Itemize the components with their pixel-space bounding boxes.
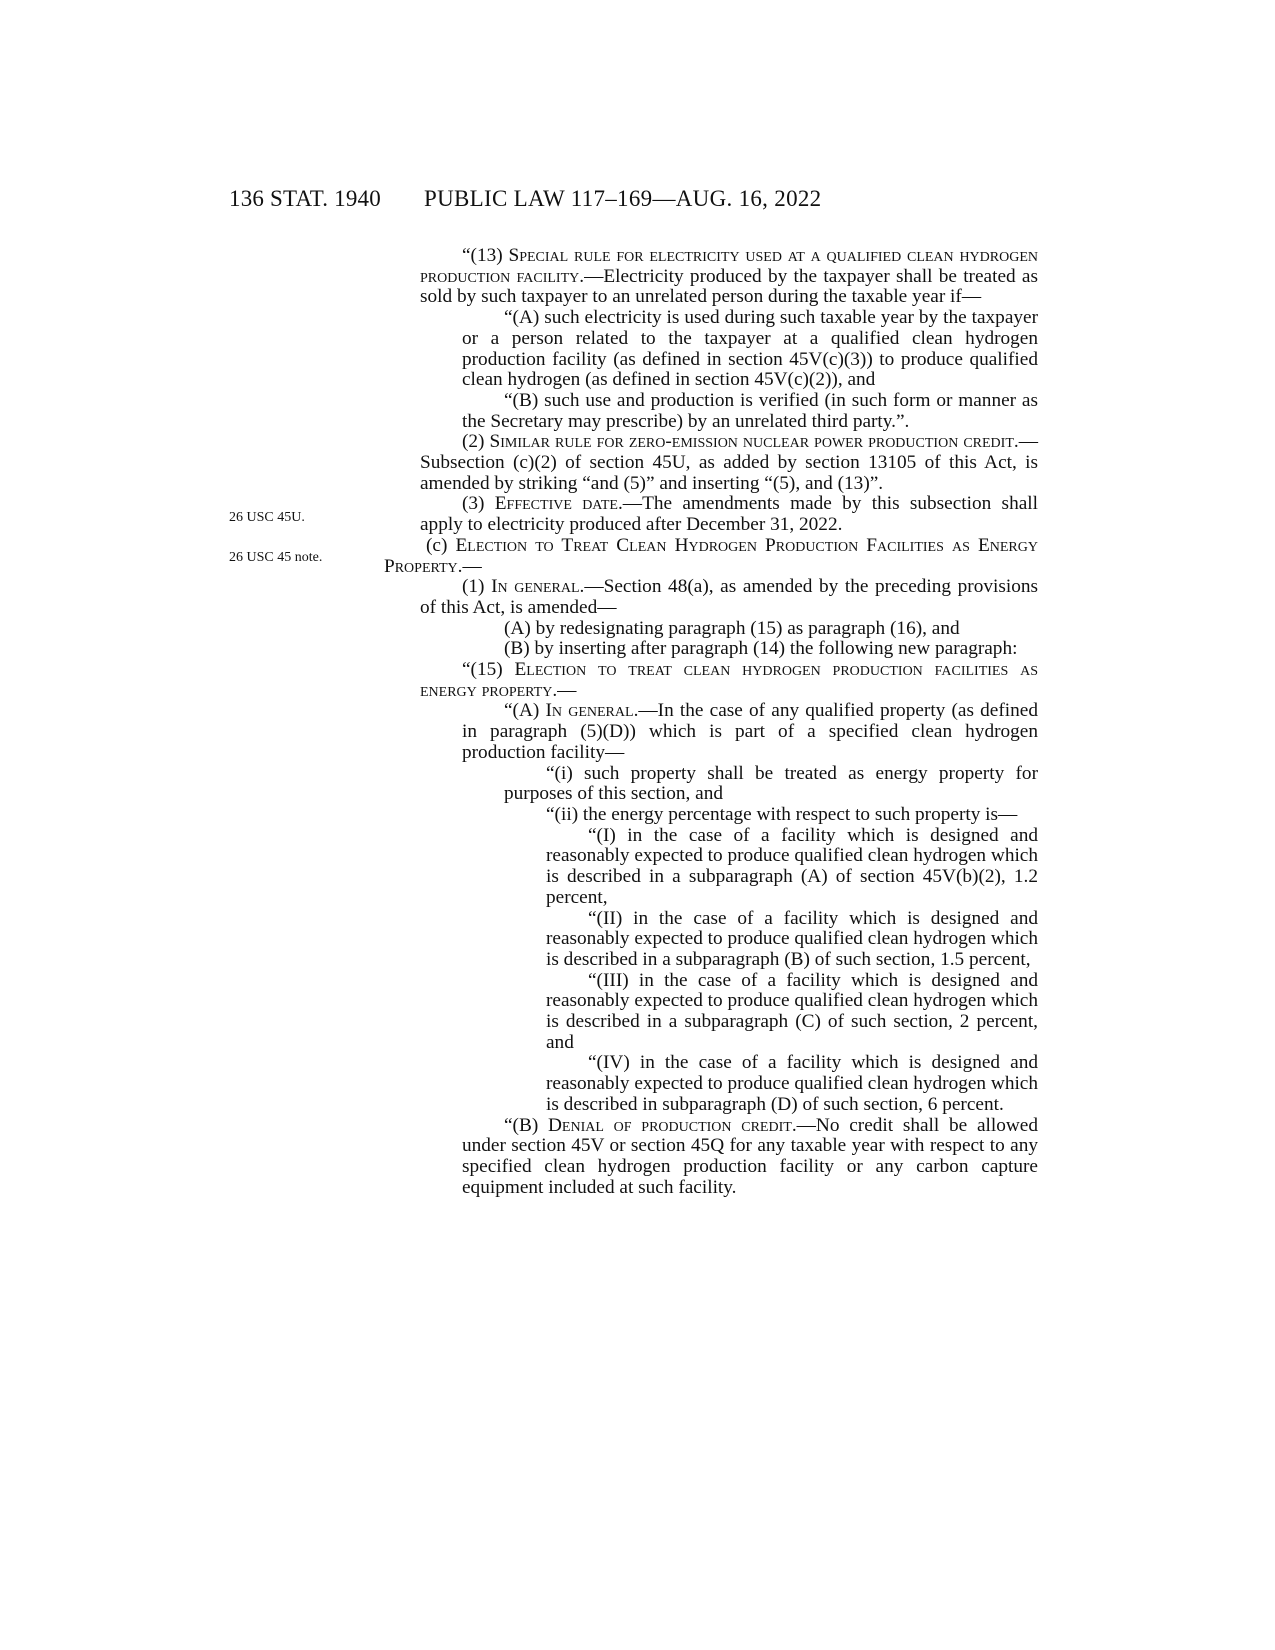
document-body (384, 245, 1039, 1198)
clause-ii: “(ii) the energy percentage with respect to such property is— (546, 803, 1018, 825)
paragraph-13: “(13) Special rule for electricity used at a qualified clean hydrogen production facility.—Electricity produced by the taxpayer shall be treated as sold by such taxpayer to an unrelated person during the taxable year if— (420, 245, 1038, 308)
paragraph-15-b: “(B) Denial of production credit.—No credit shall be allowed under section 45V or section 45Q for any taxable year with respect to any specified clean hydrogen production facility or any carbon capture equipment included at such facility. (462, 1114, 1038, 1198)
paragraph-13-a: “(A) such electricity is used during such taxable year by the taxpayer or a person related to the taxpayer at a qualified clean hydrogen production facility (as defined in section 45V(c)(3)) to produce qualified clean hydrogen (as defined in section 45V(c)(2)), and (462, 307, 1038, 391)
paragraph-15: “(15) Election to treat clean hydrogen production facilities as energy property.— (420, 659, 1038, 701)
margin-note-26-usc-45-note: 26 USC 45 note. (229, 550, 323, 565)
subclause-iii: “(III) in the case of a facility which is designed and reasonably expected to produce qualified clean hydrogen which is described in a subparagraph (C) of such section, 2 percent, and (546, 969, 1039, 1053)
paragraph-heading: Denial of production credit (548, 1114, 792, 1136)
subclause-iv: “(IV) in the case of a facility which is designed and reasonably expected to produce qualified clean hydrogen which is described in subparagraph (D) of such section, 6 percent. (546, 1052, 1039, 1115)
paragraph-15-a: “(A) In general.—In the case of any qualified property (as defined in paragraph (5)(D)) which is part of a specified clean hydrogen production facility— (462, 700, 1038, 763)
page-reference: 136 STAT. 1940 (229, 186, 381, 211)
paragraph-1-a: (A) by redesignating paragraph (15) as paragraph (16), and (504, 617, 960, 639)
subclause-i: “(I) in the case of a facility which is designed and reasonably expected to produce qualified clean hydrogen which is described in a subparagraph (A) of section 45V(b)(2), 1.2 percent, (546, 824, 1039, 908)
subsection-c: (c) Election to Treat Clean Hydrogen Production Facilities as Energy Property.— (384, 534, 1038, 577)
paragraph-heading: Effective date (494, 493, 618, 515)
paragraph-heading: Election to treat clean hydrogen production facilities as energy property (420, 659, 1038, 701)
paragraph-heading: Similar rule for zero-emission nuclear power production credit (489, 431, 1014, 453)
paragraph-heading: In general (545, 700, 634, 722)
paragraph-2: (2) Similar rule for zero-emission nuclear power production credit.—Subsection (c)(2) of section 45U, as added by section 13105 of this Act, is amended by striking “and (5)” and inserting “(5), and (13)”. (420, 431, 1038, 494)
paragraph-heading: In general (491, 576, 580, 598)
paragraph-1: (1) In general.—Section 48(a), as amended by the preceding provisions of this Act, is amended— (420, 576, 1038, 618)
paragraph-heading: Special rule for electricity used at a qualified clean hydrogen production facility (420, 245, 1038, 287)
paragraph-13-b: “(B) such use and production is verified (in such form or manner as the Secretary may prescribe) by an unrelated third party.”. (462, 389, 1038, 432)
subsection-heading: Election to Treat Clean Hydrogen Production Facilities as Energy Property (384, 534, 1038, 577)
clause-i: “(i) such property shall be treated as energy property for purposes of this section, and (504, 762, 1038, 805)
margin-note-26-usc-45u: 26 USC 45U. (229, 510, 305, 525)
page-title: PUBLIC LAW 117–169—AUG. 16, 2022 (424, 186, 822, 211)
subclause-ii: “(II) in the case of a facility which is designed and reasonably expected to produce qualified clean hydrogen which is described in a subparagraph (B) of such section, 1.5 percent, (546, 907, 1039, 970)
paragraph-1-b: (B) by inserting after paragraph (14) the following new paragraph: (504, 638, 1018, 660)
paragraph-3: (3) Effective date.—The amendments made by this subsection shall apply to electricity produced after December 31, 2022. (420, 493, 1038, 536)
